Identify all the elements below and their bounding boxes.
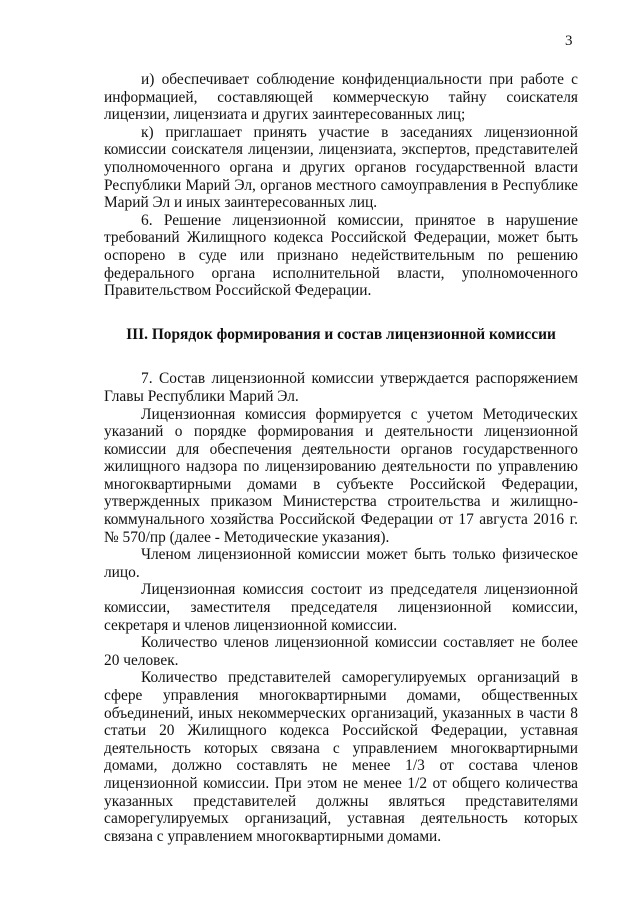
paragraph-member-count: Количество членов лицензионной комиссии составляет не более 20 человек. — [104, 634, 578, 669]
paragraph-representatives-quota: Количество представителей саморегулируемых организаций в сфере управления многоквартирными домами, общественных объединений, иных некоммерческих организаций, указанных в части 8 статьи 20 Жилищного кодекса Российской Федерации, уставная деятельность которых связана с управлением многоквартирными домами, должно составлять не менее 1/3 от состава членов лицензионной комиссии. При этом не менее 1/2 от общего количества указанных представителей должны являться представителями саморегулируемых организаций, уставная деятельность которых связана с управлением многоквартирными домами. — [104, 669, 578, 845]
paragraph-member-eligibility: Членом лицензионной комиссии может быть только физическое лицо. — [104, 546, 578, 581]
paragraph-commission-formation: Лицензионная комиссия формируется с учетом Методических указаний о порядке формирования и деятельности лицензионной комиссии для обеспечения деятельности органов государственного жилищного надзора по лицензированию деятельности по управлению многоквартирными домами в субъекте Российской Федерации, утвержденных приказом Министерства строительства и жилищно-коммунального хозяйства Российской Федерации от 17 августа 2016 г. № 570/пр (далее - Методические указания). — [104, 405, 578, 546]
page-number: 3 — [565, 33, 573, 49]
paragraph-k: к) приглашает принять участие в заседаниях лицензионной комиссии соискателя лицензии, лицензиата, экспертов, представителей уполномоченного органа и других органов государственной власти Республики Марий Эл, органов местного самоуправления в Республике Марий Эл и иных заинтересованных лиц. — [104, 123, 578, 212]
paragraph-7: 7. Состав лицензионной комиссии утверждается распоряжением Главы Республики Марий Эл. — [104, 370, 578, 405]
paragraph-i: и) обеспечивает соблюдение конфиденциальности при работе с информацией, составляющей коммерческую тайну соискателя лицензии, лицензиата и других заинтересованных лиц; — [104, 71, 578, 124]
paragraph-commission-composition: Лицензионная комиссия состоит из председателя лицензионной комиссии, заместителя председателя лицензионной комиссии, секретаря и членов лицензионной комиссии. — [104, 581, 578, 634]
section-heading: III. Порядок формирования и состав лицензионной комиссии — [126, 325, 556, 343]
document-body — [104, 71, 578, 845]
paragraph-6: 6. Решение лицензионной комиссии, принятое в нарушение требований Жилищного кодекса Российской Федерации, может быть оспорено в суде или признано недействительным по решению федерального органа исполнительной власти, уполномоченного Правительством Российской Федерации. — [104, 211, 578, 300]
